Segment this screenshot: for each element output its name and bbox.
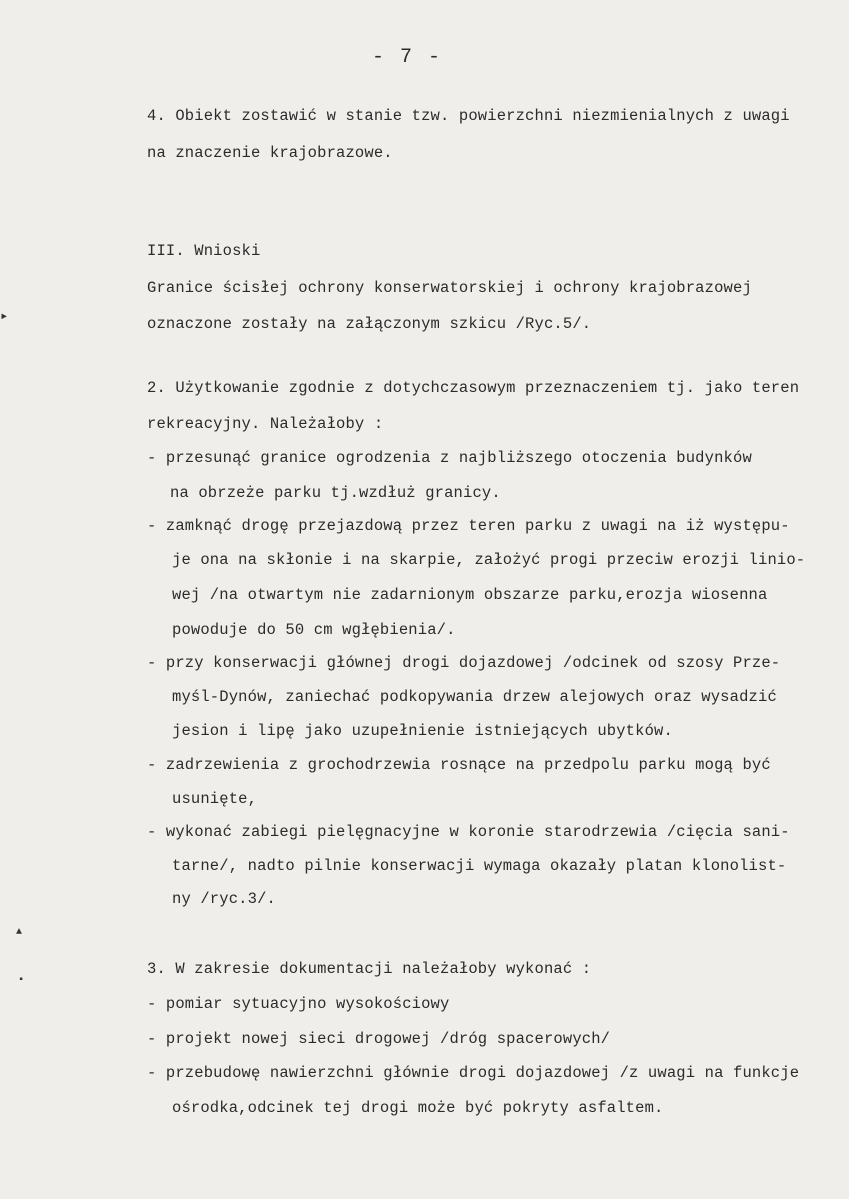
- text-line: powoduje do 50 cm wgłębienia/.: [172, 621, 456, 639]
- text-line: oznaczone zostały na załączonym szkicu /Ryc.5/.: [147, 315, 592, 333]
- text-line: usunięte,: [172, 790, 258, 808]
- text-line: Granice ścisłej ochrony konserwatorskiej i ochrony krajobrazowej: [147, 279, 752, 297]
- text-line: - projekt nowej sieci drogowej /dróg spacerowych/: [147, 1030, 611, 1048]
- text-line: - zamknąć drogę przejazdową przez teren parku z uwagi na iż występu-: [147, 517, 790, 535]
- section-heading: III. Wnioski: [147, 242, 261, 260]
- margin-dot-mark: ▪: [18, 975, 25, 986]
- text-line: wej /na otwartym nie zadarnionym obszarze parku,erozja wiosenna: [172, 586, 768, 604]
- page-number: - 7 -: [372, 46, 443, 69]
- text-line: je ona na skłonie i na skarpie, założyć progi przeciw erozji linio-: [172, 551, 806, 569]
- text-line: myśl-Dynów, zaniechać podkopywania drzew alejowych oraz wysadzić: [172, 688, 777, 706]
- text-line: - przebudowę nawierzchni głównie drogi dojazdowej /z uwagi na funkcje: [147, 1064, 800, 1082]
- text-line: 4. Obiekt zostawić w stanie tzw. powierzchni niezmienialnych z uwagi: [147, 107, 790, 125]
- text-line: ny /ryc.3/.: [172, 890, 276, 908]
- text-line: - wykonać zabiegi pielęgnacyjne w koronie starodrzewia /cięcia sani-: [147, 823, 790, 841]
- text-line: - przy konserwacji głównej drogi dojazdowej /odcinek od szosy Prze-: [147, 654, 781, 672]
- text-line: 3. W zakresie dokumentacji należałoby wykonać :: [147, 960, 592, 978]
- margin-dot-mark: ▲: [16, 927, 23, 938]
- text-line: - zadrzewienia z grochodrzewia rosnące na przedpolu parku mogą być: [147, 756, 771, 774]
- text-line: jesion i lipę jako uzupełnienie istniejących ubytków.: [172, 722, 673, 740]
- text-line: rekreacyjny. Należałoby :: [147, 415, 384, 433]
- text-line: - pomiar sytuacyjno wysokościowy: [147, 995, 450, 1013]
- text-line: na obrzeże parku tj.wzdłuż granicy.: [170, 484, 501, 502]
- text-line: tarne/, nadto pilnie konserwacji wymaga okazały platan klonolist-: [172, 857, 787, 875]
- text-line: ośrodka,odcinek tej drogi może być pokryty asfaltem.: [172, 1099, 664, 1117]
- text-line: 2. Użytkowanie zgodnie z dotychczasowym przeznaczeniem tj. jako teren: [147, 379, 800, 397]
- text-line: na znaczenie krajobrazowe.: [147, 144, 393, 162]
- margin-arrow-mark: ▸: [0, 309, 9, 325]
- text-line: - przesunąć granice ogrodzenia z najbliższego otoczenia budynków: [147, 449, 752, 467]
